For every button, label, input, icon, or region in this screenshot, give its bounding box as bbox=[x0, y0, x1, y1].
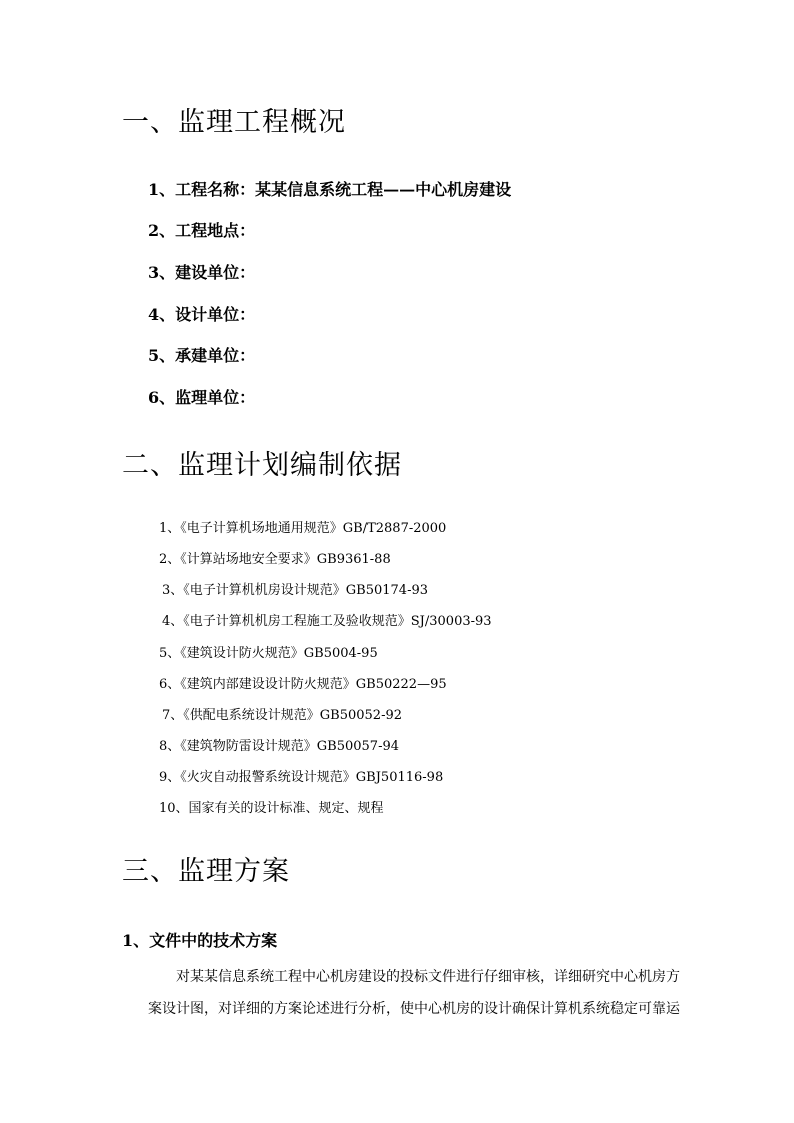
reference-item: 2、《计算站场地安全要求》GB9361-88 bbox=[159, 552, 391, 567]
paragraph-line: 对某某信息系统工程中心机房建设的投标文件进行仔细审核，详细研究中心机房方 bbox=[176, 969, 680, 985]
reference-item: 9、《火灾自动报警系统设计规范》GBJ50116-98 bbox=[159, 770, 444, 785]
overview-item-location: 2、工程地点： bbox=[148, 221, 256, 240]
section-title-plan: 三、监理方案 bbox=[122, 856, 290, 887]
reference-item: 4、《电子计算机机房工程施工及验收规范》SJ/30003-93 bbox=[162, 614, 492, 629]
reference-item: 3、《电子计算机机房设计规范》GB50174-93 bbox=[162, 583, 428, 598]
reference-item: 8、《建筑物防雷设计规范》GB50057-94 bbox=[159, 739, 399, 754]
overview-item-project-name: 1、工程名称：某某信息系统工程——中心机房建设 bbox=[148, 180, 512, 199]
overview-item-contractor: 5、承建单位： bbox=[148, 346, 256, 365]
section-title-overview: 一、监理工程概况 bbox=[122, 107, 346, 138]
reference-item: 5、《建筑设计防火规范》GB5004-95 bbox=[159, 646, 378, 661]
reference-item: 7、《供配电系统设计规范》GB50052-92 bbox=[162, 708, 402, 723]
overview-item-designer: 4、设计单位： bbox=[148, 305, 256, 324]
overview-item-owner: 3、建设单位： bbox=[148, 263, 256, 282]
reference-item: 6、《建筑内部建设设计防火规范》GB50222—95 bbox=[159, 677, 447, 692]
paragraph-line: 案设计图，对详细的方案论述进行分析，使中心机房的设计确保计算机系统稳定可靠运 bbox=[148, 1001, 680, 1017]
subsection-title-technical-plan: 1、文件中的技术方案 bbox=[122, 931, 278, 950]
overview-item-supervisor: 6、监理单位： bbox=[148, 388, 256, 407]
reference-item: 1、《电子计算机场地通用规范》GB/T2887-2000 bbox=[159, 521, 447, 536]
section-title-basis: 二、监理计划编制依据 bbox=[122, 450, 402, 481]
reference-item: 10、国家有关的设计标准、规定、规程 bbox=[159, 801, 384, 816]
